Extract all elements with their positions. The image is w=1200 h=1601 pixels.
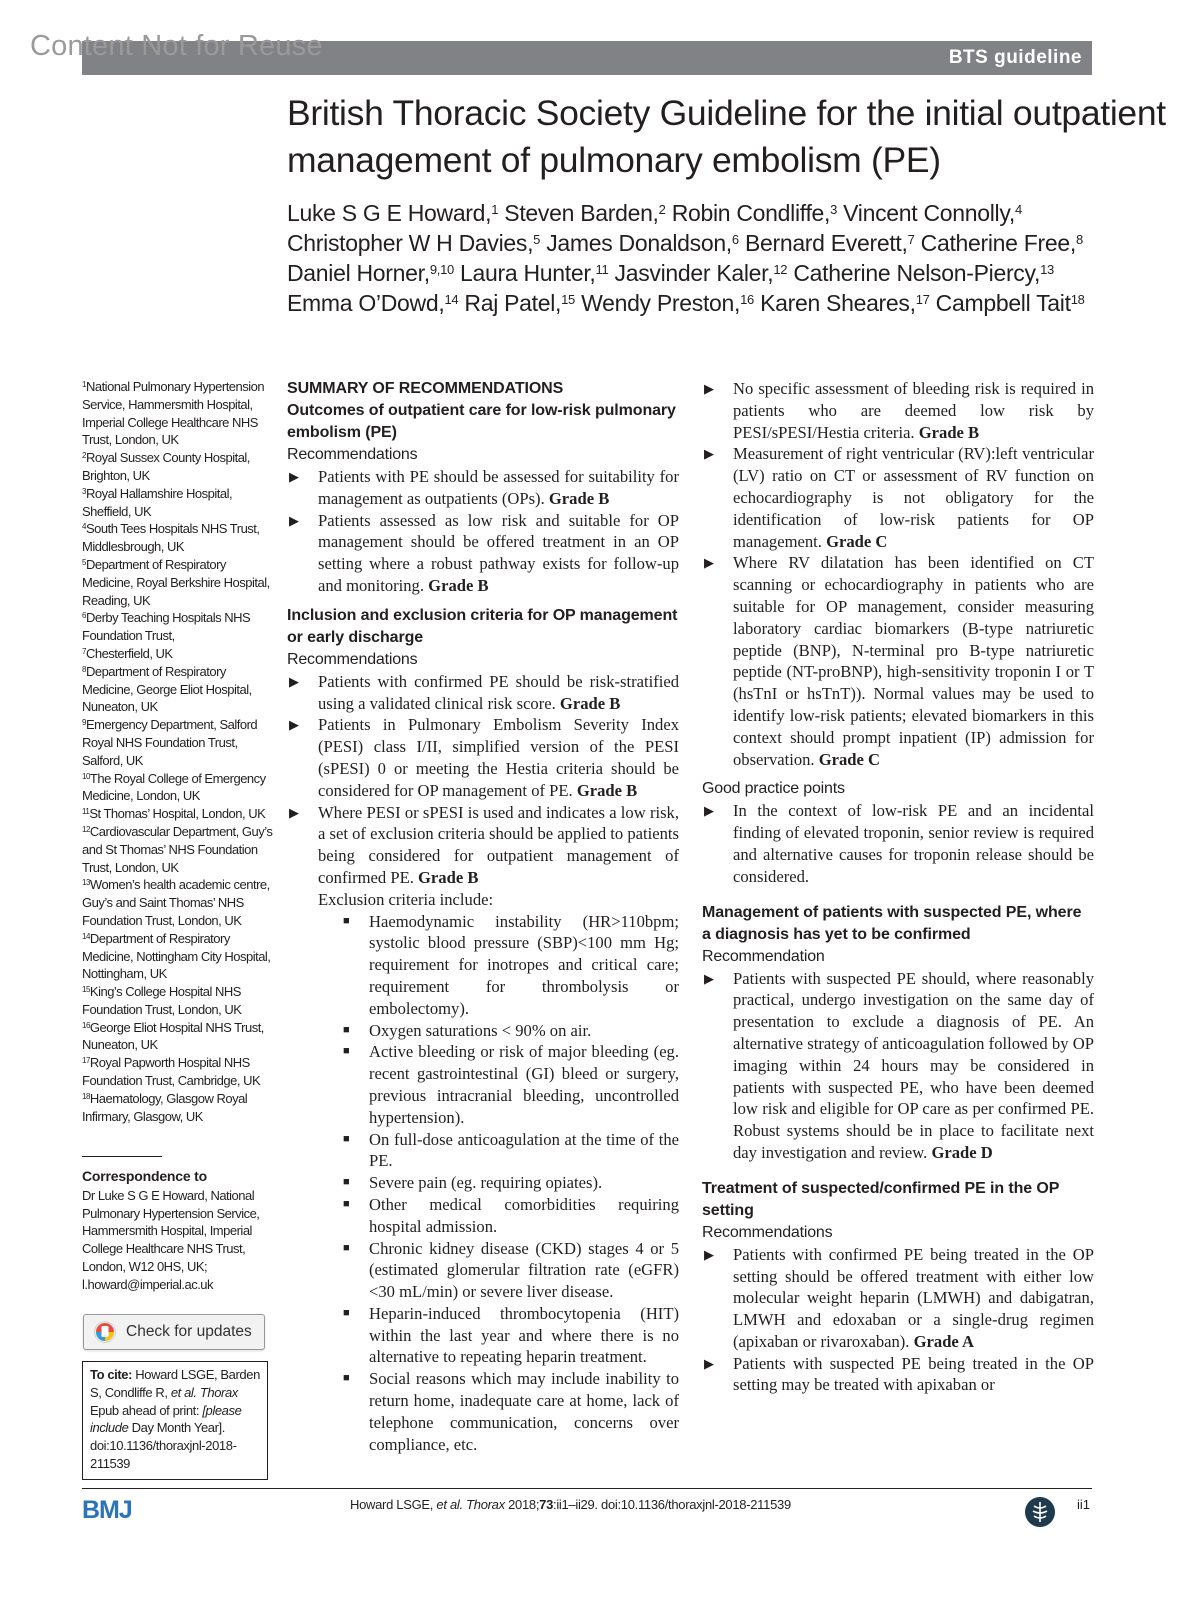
recommendation-label: Recommendation <box>702 947 825 965</box>
crossmark-icon <box>94 1321 116 1343</box>
divider <box>82 1156 162 1157</box>
affiliation-number: 4 <box>82 522 86 532</box>
affiliation-number: 18 <box>82 1091 90 1101</box>
author-affiliation-ref: 4 <box>1014 202 1022 217</box>
list-item <box>702 1244 1094 1353</box>
author: Wendy Preston, <box>581 290 741 316</box>
affiliation-item <box>82 1090 274 1126</box>
check-updates-label: Check for updates <box>126 1323 252 1340</box>
cite-epub: Epub ahead of print: <box>90 1402 200 1418</box>
affiliation-number: 7 <box>82 646 86 656</box>
affiliation-number: 3 <box>82 486 86 496</box>
affiliation-text: Department of Respiratory Medicine, George Eliot Hospital, Nuneaton, UK <box>82 663 252 715</box>
section-heading-treatment: Treatment of suspected/confirmed PE in the OP setting <box>702 1179 1060 1219</box>
affiliation-item <box>82 485 274 521</box>
affiliation-item <box>82 609 274 645</box>
correspondence <box>82 1168 274 1294</box>
exclusion-text: Heparin-induced thrombocytopenia (HIT) within the last year and where there is no alternative to repeating heparin treatment. <box>369 1303 679 1367</box>
column-middle <box>287 378 679 1455</box>
correspondence-heading: Correspondence to <box>82 1168 207 1184</box>
exclusion-item <box>338 1020 679 1042</box>
author-affiliation-ref: 17 <box>915 292 930 307</box>
arrow-bullet-icon: ▶ <box>289 469 299 484</box>
affiliation-text: Royal Hallamshire Hospital, Sheffield, UK <box>82 485 233 519</box>
affiliation-number: 1 <box>82 380 86 389</box>
section-tag: BTS guideline <box>948 47 1082 68</box>
citation-box <box>82 1361 268 1480</box>
recommendations-label: Recommendations <box>702 1223 833 1241</box>
affiliation-text: Chesterfield, UK <box>85 645 173 661</box>
list-item <box>702 552 1094 770</box>
affiliation-text: George Eliot Hospital NHS Trust, Nuneaton, UK <box>82 1019 264 1053</box>
watermark: Content Not for Reuse <box>30 30 323 62</box>
author: Emma O’Dowd, <box>287 290 445 316</box>
arrow-bullet-icon: ▶ <box>704 1246 714 1262</box>
affiliation-item <box>82 770 274 806</box>
exclusion-text: Chronic kidney disease (CKD) stages 4 or 5 (estimated glomerular filtration rate (eGFR)<30 mL/min) or severe liver disease. <box>369 1238 679 1302</box>
affiliation-number: 16 <box>82 1020 90 1030</box>
affiliation-number: 13 <box>82 878 90 888</box>
arrow-bullet-icon: ▶ <box>289 804 299 820</box>
exclusion-item <box>338 1172 679 1194</box>
author-affiliation-ref: 5 <box>533 232 541 247</box>
footer-cite-journal: Thorax <box>466 1497 505 1512</box>
author: Campbell Tait <box>935 290 1071 316</box>
affiliation-item <box>82 556 274 609</box>
list-item <box>287 510 679 597</box>
evidence-grade: Grade B <box>428 575 489 595</box>
list-item <box>287 466 679 510</box>
list-item-text: Patients assessed as low risk and suitable for OP management should be offered treatment in an OP setting where a robust pathway exists for follow-up and monitoring. <box>318 510 679 595</box>
affiliation-item <box>82 520 274 556</box>
square-bullet-icon: ■ <box>343 1132 350 1145</box>
evidence-grade: Grade B <box>559 693 621 713</box>
square-bullet-icon: ■ <box>343 1023 350 1036</box>
affiliation-text: South Tees Hospitals NHS Trust, Middlesbrough, UK <box>82 521 260 555</box>
affiliation-number: 11 <box>82 807 90 817</box>
list-item <box>287 802 679 889</box>
footer-citation <box>350 1497 791 1512</box>
list-item-text: No specific assessment of bleeding risk is required in patients who are deemed low risk by PESI/sPESI/Hestia criteria. <box>733 379 1094 442</box>
correspondence-text: Dr Luke S G E Howard, National Pulmonary Hypertension Service, Hammersmith Hospital, Imperial College Healthcare NHS Trust, London, W12 0HS, UK; <box>82 1187 260 1274</box>
affiliation-text: Department of Respiratory Medicine, Royal Berkshire Hospital, Reading, UK <box>82 556 270 608</box>
footer-cite-rest: :ii1–ii29. doi:10.1136/thoraxjnl-2018-211539 <box>553 1497 791 1512</box>
evidence-grade: Grade D <box>931 1142 993 1162</box>
affiliation-number: 12 <box>82 824 90 834</box>
author-affiliation-ref: 3 <box>830 202 838 217</box>
author-affiliation-ref: 11 <box>595 262 609 277</box>
recommendation-list <box>702 1244 1094 1397</box>
list-item <box>287 714 679 801</box>
exclusion-item <box>338 1041 679 1128</box>
affiliations <box>82 378 274 1125</box>
arrow-bullet-icon: ▶ <box>704 381 714 396</box>
evidence-grade: Grade B <box>418 867 479 887</box>
list-item-text: Patients with confirmed PE being treated in the OP setting should be offered treatment with either low molecular weight heparin (LMWH) and dabigatran, LMWH and edoxaban or a single-drug regimen (apixaban or rivaroxaban). <box>733 1244 1094 1351</box>
exclusion-item <box>338 1238 679 1303</box>
arrow-bullet-icon: ▶ <box>704 446 714 462</box>
square-bullet-icon: ■ <box>343 1241 350 1254</box>
author: James Donaldson, <box>546 230 732 256</box>
evidence-grade: Grade A <box>913 1331 975 1351</box>
list-item-text: Patients with confirmed PE should be risk-stratified using a validated clinical risk score. <box>318 671 679 713</box>
square-bullet-icon: ■ <box>343 1306 350 1319</box>
author: Jasvinder Kaler, <box>614 260 774 286</box>
affiliation-text: Royal Papworth Hospital NHS Foundation Trust, Cambridge, UK <box>82 1055 261 1089</box>
exclusion-item <box>338 911 679 1020</box>
cite-rest: Day Month Year]. doi:10.1136/thoraxjnl-2018-211539 <box>90 1420 237 1471</box>
square-bullet-icon: ■ <box>343 1045 350 1058</box>
thorax-journal-icon <box>1025 1497 1055 1527</box>
evidence-grade: Grade C <box>826 531 888 551</box>
recommendation-list <box>287 671 679 889</box>
section-heading-criteria: Inclusion and exclusion criteria for OP management or early discharge <box>287 606 678 646</box>
author-affiliation-ref: 12 <box>773 262 788 277</box>
good-practice-heading: Good practice points <box>702 780 845 798</box>
evidence-grade: Grade B <box>576 780 638 800</box>
author: Daniel Horner, <box>287 260 430 286</box>
correspondence-email[interactable]: l.howard@imperial.ac.uk <box>82 1276 214 1292</box>
exclusion-text: Other medical comorbidities requiring hospital admission. <box>369 1194 679 1236</box>
affiliation-text: Women’s health academic centre, Guy’s and Saint Thomas’ NHS Foundation Trust, London, UK <box>82 877 270 928</box>
author-affiliation-ref: 14 <box>444 292 459 307</box>
author-list <box>287 198 1107 318</box>
list-item <box>702 968 1094 1164</box>
footer-cite-authors: Howard LSGE, <box>350 1497 434 1512</box>
list-item-text: Where RV dilatation has been identified on CT scanning or echocardiography in patients who are suitable for OP management, consider measuring laboratory cardiac biomarkers (B-type natriuretic peptide (BNP), N-terminal pro B-type natriuretic peptide (NT-proBNP), high-sensitivity troponin I or T (hsTnI or hsTnT)). Normal values may be used to identify low-risk patients; elevated biomarkers in this context should prompt inpatient (IP) admission for observation. <box>733 553 1094 769</box>
section-heading-outcomes: Outcomes of outpatient care for low-risk pulmonary embolism (PE) <box>287 402 676 441</box>
author-affiliation-ref: 2 <box>658 202 666 217</box>
author: Karen Sheares, <box>760 290 916 316</box>
affiliation-number: 2 <box>82 451 86 461</box>
affiliation-text: Derby Teaching Hospitals NHS Foundation Trust, <box>82 610 251 644</box>
affiliation-text: Haematology, Glasgow Royal Infirmary, Glasgow, UK <box>82 1090 248 1124</box>
affiliation-item <box>82 663 274 716</box>
footer-cite-volume: 73 <box>539 1497 554 1512</box>
author-affiliation-ref: 6 <box>731 232 739 247</box>
exclusion-text: Active bleeding or risk of major bleeding (eg. recent gastrointestinal (GI) bleed or surgery, previous intracranial bleeding, uncontrolled hypertension). <box>369 1042 679 1127</box>
affiliation-item <box>82 645 274 663</box>
affiliation-text: Emergency Department, Salford Royal NHS Foundation Trust, Salford, UK <box>82 717 258 768</box>
author: Steven Barden, <box>504 200 659 226</box>
affiliation-item <box>82 1054 274 1090</box>
author-affiliation-ref: 13 <box>1040 262 1054 277</box>
footer-cite-year: 2018; <box>508 1497 540 1512</box>
exclusion-text: Haemodynamic instability (HR>110bpm; systolic blood pressure (SBP)<100 mm Hg; requirement for inotropes and critical care; requirement for thrombolysis or embolectomy). <box>369 911 679 1018</box>
list-item-text: Patients with suspected PE should, where reasonably practical, undergo investigation on the same day of presentation to exclude a diagnosis of PE. An alternative strategy of anticoagulation followed by OP imaging within 24 hours may be considered in patients with suspected PE, who have been deemed low risk and eligible for OP care as per confirmed PE. Robust systems should be in place to facilitate next day investigation and review. <box>733 968 1094 1162</box>
exclusion-text: Oxygen saturations < 90% on air. <box>369 1020 592 1040</box>
author-affiliation-ref: 16 <box>740 292 754 307</box>
arrow-bullet-icon: ▶ <box>704 803 714 819</box>
square-bullet-icon: ■ <box>343 1197 350 1210</box>
square-bullet-icon: ■ <box>343 1372 350 1385</box>
author-affiliation-ref: 18 <box>1070 292 1085 307</box>
cite-label: To cite: <box>90 1367 133 1382</box>
evidence-grade: Grade B <box>548 488 610 508</box>
list-item-text: In the context of low-risk PE and an incidental finding of elevated troponin, senior review is required and alternative causes for troponin release should be considered. <box>733 801 1094 886</box>
recommendation-list <box>702 378 1094 770</box>
footer-cite-etal: et al. <box>436 1497 463 1512</box>
author: Catherine Free, <box>920 230 1076 256</box>
exclusion-text: Severe pain (eg. requiring opiates). <box>369 1173 603 1193</box>
author: Bernard Everett, <box>744 230 908 256</box>
article-title: British Thoracic Society Guideline for the initial outpatient management of pulmonary embolism (PE) <box>287 93 1166 180</box>
exclusion-item <box>338 1194 679 1238</box>
affiliation-item <box>82 876 274 929</box>
author-affiliation-ref: 8 <box>1075 232 1083 247</box>
exclusion-item <box>338 1129 679 1173</box>
list-item <box>287 671 679 715</box>
affiliation-number: 15 <box>82 985 90 995</box>
affiliation-number: 10 <box>82 771 90 781</box>
page-number: ii1 <box>1077 1497 1091 1512</box>
affiliation-item <box>82 378 274 449</box>
exclusion-item <box>338 1303 679 1368</box>
affiliation-item <box>82 983 274 1019</box>
author: Vincent Connolly, <box>843 200 1015 226</box>
exclusion-intro: Exclusion criteria include: <box>318 889 494 909</box>
recommendation-list <box>702 968 1094 1164</box>
affiliation-item <box>82 449 274 485</box>
affiliation-item <box>82 1019 274 1055</box>
bmj-logo: BMJ <box>82 1496 132 1524</box>
author: Luke S G E Howard, <box>287 200 492 226</box>
exclusion-text: Social reasons which may include inability to return home, inadequate care at home, lack of telephone communication, concerns over compliance, etc. <box>369 1369 679 1454</box>
affiliation-text: Department of Respiratory Medicine, Nottingham City Hospital, Nottingham, UK <box>82 930 271 982</box>
check-updates-button[interactable] <box>83 1314 265 1350</box>
exclusion-text: On full-dose anticoagulation at the time of the PE. <box>369 1129 679 1171</box>
affiliation-number: 6 <box>82 611 86 621</box>
author-affiliation-ref: 9,10 <box>429 262 454 277</box>
list-item <box>702 800 1094 887</box>
affiliation-item <box>82 823 274 876</box>
affiliation-number: 9 <box>82 718 86 728</box>
square-bullet-icon: ■ <box>343 914 350 927</box>
affiliation-number: 8 <box>82 664 86 674</box>
author: Christopher W H Davies, <box>287 230 534 256</box>
affiliation-item <box>82 805 274 823</box>
list-item <box>702 443 1094 552</box>
affiliation-text: Royal Sussex County Hospital, Brighton, UK <box>82 450 250 483</box>
arrow-bullet-icon: ▶ <box>289 673 299 689</box>
list-item-text: Patients with suspected PE being treated in the OP setting may be treated with apixaban or <box>733 1353 1094 1395</box>
list-item <box>702 1353 1094 1397</box>
square-bullet-icon: ■ <box>343 1176 350 1189</box>
author: Catherine Nelson-Piercy, <box>793 260 1041 286</box>
author: Laura Hunter, <box>460 260 596 286</box>
author: Robin Condliffe, <box>671 200 831 226</box>
summary-heading: SUMMARY OF RECOMMENDATIONS <box>287 380 564 397</box>
affiliation-text: Cardiovascular Department, Guy’s and St Thomas’ NHS Foundation Trust, London, UK <box>82 823 273 875</box>
recommendations-label: Recommendations <box>287 650 418 668</box>
list-item-text: Measurement of right ventricular (RV):left ventricular (LV) ratio on CT or assessment of RV function on echocardiography is not obligatory for the identification of low-risk patients for OP management. <box>733 444 1094 551</box>
exclusion-list <box>287 911 679 1456</box>
evidence-grade: Grade C <box>818 749 881 769</box>
section-heading-suspected: Management of patients with suspected PE, where a diagnosis has yet to be confirmed <box>702 903 1082 943</box>
evidence-grade: Grade B <box>918 422 980 442</box>
affiliation-item <box>82 716 274 769</box>
list-item-text: Patients with PE should be assessed for suitability for management as outpatients (OPs). <box>318 467 679 508</box>
affiliation-text: St Thomas’ Hospital, London, UK <box>89 806 266 822</box>
author-affiliation-ref: 1 <box>491 202 499 217</box>
affiliation-number: 17 <box>82 1056 90 1066</box>
affiliation-number: 14 <box>82 931 90 941</box>
footer-divider <box>82 1488 1092 1489</box>
good-practice-list <box>702 800 1094 887</box>
cite-etal: et al. <box>170 1384 197 1400</box>
affiliation-text: National Pulmonary Hypertension Service, Hammersmith Hospital, Imperial College Healthcare NHS Trust, London, UK <box>82 379 265 448</box>
arrow-bullet-icon: ▶ <box>289 717 299 733</box>
list-item <box>702 378 1094 443</box>
exclusion-item <box>338 1368 679 1455</box>
arrow-bullet-icon: ▶ <box>704 555 714 571</box>
affiliation-item <box>82 930 274 983</box>
author-affiliation-ref: 15 <box>561 292 575 307</box>
recommendations-label: Recommendations <box>287 446 418 463</box>
list-item-text: Patients in Pulmonary Embolism Severity Index (PESI) class I/II, simplified version of the PESI (sPESI) 0 or meeting the Hestia criteria should be considered for OP management of PE. <box>318 715 679 800</box>
arrow-bullet-icon: ▶ <box>289 512 299 528</box>
cite-journal: Thorax <box>199 1384 238 1400</box>
recommendation-list <box>287 466 679 597</box>
arrow-bullet-icon: ▶ <box>704 1355 714 1371</box>
affiliation-text: King’s College Hospital NHS Foundation Trust, London, UK <box>82 984 242 1017</box>
column-right <box>702 378 1094 1396</box>
affiliation-text: The Royal College of Emergency Medicine, London, UK <box>82 770 266 804</box>
arrow-bullet-icon: ▶ <box>704 970 714 986</box>
affiliation-number: 5 <box>82 557 86 567</box>
cite-authors: Howard LSGE, Barden S, Condliffe R, <box>90 1367 260 1400</box>
list-item-text: Where PESI or sPESI is used and indicates a low risk, a set of exclusion criteria should be applied to patients being considered for outpatient management of confirmed PE. <box>318 802 679 887</box>
author-affiliation-ref: 7 <box>907 232 915 247</box>
cite-placeholder: [please include <box>90 1402 242 1436</box>
author: Raj Patel, <box>464 290 562 316</box>
